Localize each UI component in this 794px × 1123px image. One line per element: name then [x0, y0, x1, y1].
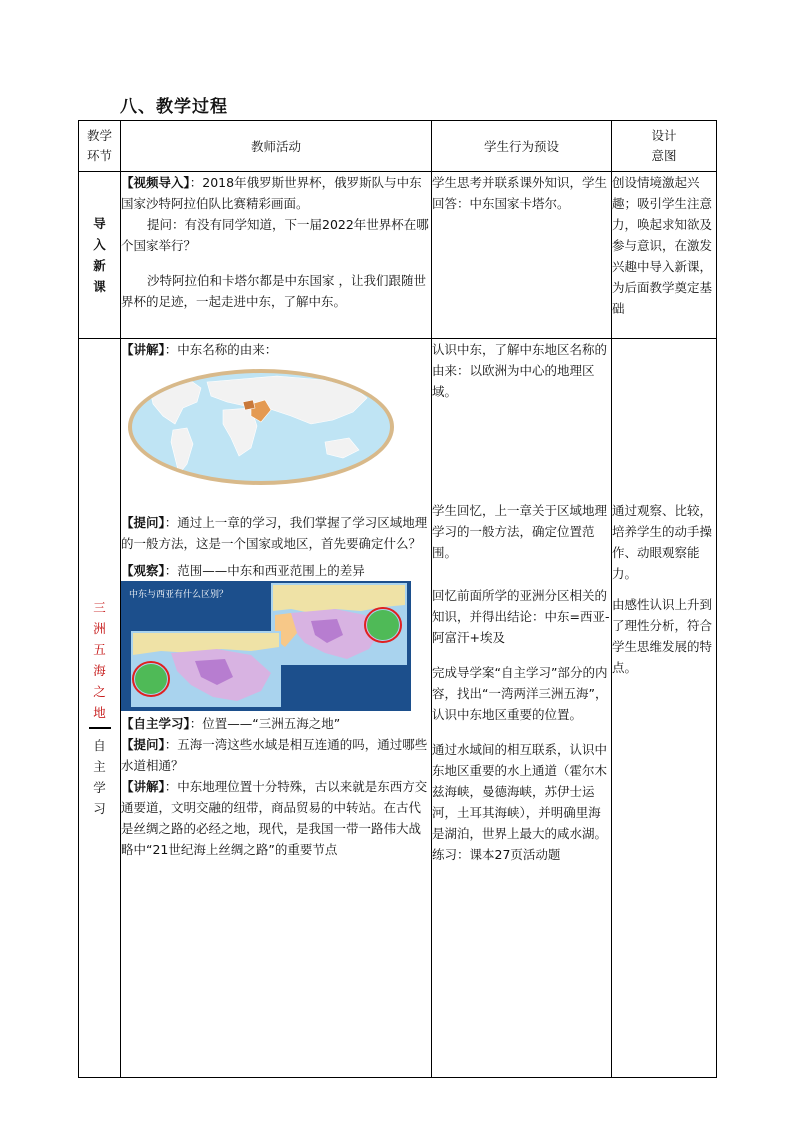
table-row-intro: [79, 172, 717, 339]
middle-east-comparison-image: [121, 581, 411, 711]
teacher-activity-intro: 【视频导入】：2018年俄罗斯世界杯，俄罗斯队与中东国家沙特阿拉伯队比赛精彩画面。 提问：有没有同学知道，下一届2022年世界杯在哪个国家举行？ 沙特阿拉伯和卡塔尔都是中东国家 ，让我们跟随世界杯的足迹，一起走进中东，了解中东。: [121, 172, 432, 339]
teacher-activity-main: 【讲解】：中东名称的由来： 【提问】：通过上一章的学习，我们掌握了学习区域地理的一般方法，这是一个国家或地区，首先要确定什么？ 【观察】：范围——中东和西亚范围上的差异 中东与西亚有什么区别？ 【自主学习】：位置——“三洲五海之地” 【提问】：五海一湾这些水域是相互连通的吗，通过哪些水道相通？ 【讲解】：中东地理位置十分特殊，古以来就是东西方交通要道，文明交融的纽带，商品贸易的中转站。在古代是丝绸之路的必经之地，现代，是我国一带一路伟大战略中“21世纪海上丝绸之路”的重要节点: [121, 339, 432, 1078]
world-map-image: [127, 368, 395, 486]
design-intent-main: 通过观察、比较，培养学生的动手操作、动眼观察能力。 由感性认识上升到了理性分析，符合学生思维发展的特点。: [612, 339, 717, 1078]
table-header-row: [79, 121, 717, 172]
student-behavior-main: 认识中东，了解中东地区名称的由来：以欧洲为中心的地理区域。 学生回忆，上一章关于区域地理学习的一般方法，确定位置范围。 回忆前面所学的亚洲分区相关的知识，并得出结论：中东=西亚-阿富汗+埃及 完成导学案“自主学习”部分的内容，找出“一湾两洋三洲五海”，认识中东地区重要的位置。 通过水域间的相互联系，认识中东地区重要的水上通道（霍尔木兹海峡，曼德海峡，苏伊士运河，土耳其海峡），并明确里海是湖泊，世界上最大的咸水湖。 练习：课本27页活动题: [432, 339, 612, 1078]
section-heading: 八、教学过程: [120, 97, 228, 117]
header-stage: 教学 环节: [79, 121, 121, 172]
design-intent-intro: 创设情境激起兴趣；吸引学生注意力，唤起求知欲及参与意识，在激发兴趣中导入新课，为后面教学奠定基础: [612, 172, 717, 339]
header-design: 设计 意图: [612, 121, 717, 172]
table-row-main: [79, 339, 717, 1078]
stage-dash: [89, 727, 111, 729]
stage-main: 三 洲 五 海 之 地 自 主 学 习: [79, 339, 121, 1078]
teaching-process-table: [78, 120, 717, 1078]
comparison-map-title: 中东与西亚有什么区别？: [129, 590, 229, 600]
header-teacher: 教师活动: [121, 121, 432, 172]
header-student: 学生行为预设: [432, 121, 612, 172]
student-behavior-intro: 学生思考并联系课外知识，学生回答：中东国家卡塔尔。: [432, 172, 612, 339]
stage-intro: 导 入 新 课: [79, 172, 121, 339]
